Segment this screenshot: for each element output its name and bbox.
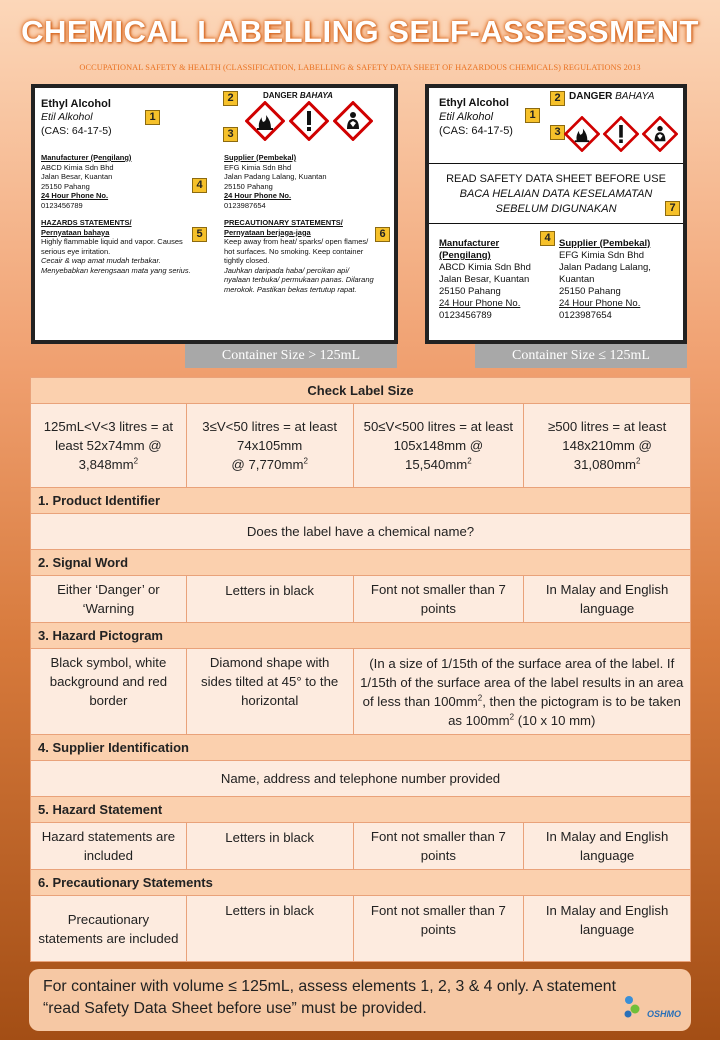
- criterion-cell: Letters in black: [186, 823, 353, 870]
- section-header-precautionary-statements: 6. Precautionary Statements: [31, 870, 691, 896]
- section-header-supplier-identification: 4. Supplier Identification: [31, 735, 691, 761]
- marker-3: 3: [550, 125, 565, 140]
- label-example-large: [31, 84, 398, 344]
- footer-text: For container with volume ≤ 125mL, assess elements 1, 2, 3 & 4 only. A statement “read Safety Data Sheet before use” must be provided.: [43, 978, 616, 1017]
- caption-small-container: Container Size ≤ 125mL: [475, 344, 687, 368]
- exclamation-pictogram-icon: [603, 116, 639, 152]
- manufacturer-block: Manufacturer (Pengilang) ABCD Kimia Sdn Bhd Jalan Besar, Kuantan 25150 Pahang 24 Hour Phone No. 0123456789: [439, 238, 531, 321]
- precautionary-statements-block: PRECAUTIONARY STATEMENTS/ Pernyataan berjaga-jaga Keep away from heat/ sparks/ open flames/ hot surfaces. No smoking. Keep container tightly closed. Jauhkan daripada haba/ percikan api/ nyalaan terbuka/ permukaan panas. Dilarang merokok. Pastikan bekas tertutup rapat.: [224, 218, 374, 294]
- marker-7: 7: [665, 201, 680, 216]
- product-name: Ethyl Alcohol: [439, 97, 509, 109]
- divider: [429, 163, 683, 164]
- pictogram-size-criterion: (In a size of 1/15th of the surface area of the label. If 1/15th of the surface area of the label results in an area of less than $100mm^2$, then the pictogram is to be taken as $100mm^2$ (10 x 10 mm): [353, 649, 690, 735]
- flame-pictogram-icon: [245, 101, 285, 141]
- criterion-cell: Font not smaller than 7 points: [353, 576, 524, 623]
- criterion-cell: Letters in black: [186, 576, 353, 623]
- signal-word: DANGER BAHAYA: [569, 91, 655, 102]
- oshmo-logo-icon: [623, 995, 681, 1025]
- exclamation-pictogram-icon: [289, 101, 329, 141]
- section-header-hazard-statement: 5. Hazard Statement: [31, 797, 691, 823]
- supplier-block: Supplier (Pembekal) EFG Kimia Sdn Bhd Jalan Padang Lalang, Kuantan 25150 Pahang 24 Hour Phone No. 0123987654: [224, 153, 327, 210]
- manufacturer-block: Manufacturer (Pengilang) ABCD Kimia Sdn Bhd Jalan Besar, Kuantan 25150 Pahang 24 Hour Phone No. 0123456789: [41, 153, 132, 210]
- marker-2: 2: [550, 91, 565, 106]
- criterion-cell: Letters in black: [186, 896, 353, 962]
- section-header-signal-word: 2. Signal Word: [31, 550, 691, 576]
- marker-2: 2: [223, 91, 238, 106]
- health-hazard-pictogram-icon: [333, 101, 373, 141]
- marker-6: 6: [375, 227, 390, 242]
- cas-number: (CAS: 64-17-5): [41, 125, 112, 137]
- product-name-malay: Etil Alkohol: [439, 111, 494, 123]
- table-row: [31, 823, 691, 870]
- page-title: CHEMICAL LABELLING SELF-ASSESSMENT: [21, 14, 699, 49]
- marker-1: 1: [525, 108, 540, 123]
- flame-pictogram-icon: [564, 116, 600, 152]
- size-cell: ≥500 litres = at least 148x210mm @ $31,080mm^2$: [524, 404, 691, 488]
- table-row: [31, 896, 691, 962]
- marker-4: 4: [192, 178, 207, 193]
- table-row: [31, 404, 691, 488]
- product-name: Ethyl Alcohol: [41, 98, 111, 110]
- cas-number: (CAS: 64-17-5): [439, 125, 513, 137]
- criterion-cell: In Malay and English language: [524, 576, 691, 623]
- assessment-table: [30, 377, 691, 962]
- caption-large-container: Container Size > 125mL: [185, 344, 397, 368]
- marker-3: 3: [223, 127, 238, 142]
- product-identifier-criterion: Does the label have a chemical name?: [31, 514, 691, 550]
- criterion-cell: Precautionary statements are included: [31, 896, 187, 962]
- divider: [429, 223, 683, 224]
- criterion-cell: Hazard statements are included: [31, 823, 187, 870]
- logo-text: OSHMO: [646, 1009, 681, 1019]
- product-name-malay: Etil Alkohol: [41, 111, 93, 123]
- criterion-cell: Diamond shape with sides tilted at 45° to the horizontal: [186, 649, 353, 735]
- check-label-size-header: Check Label Size: [31, 378, 691, 404]
- sds-statement: READ SAFETY DATA SHEET BEFORE USE BACA HELAIAN DATA KESELAMATAN SEBELUM DIGUNAKAN: [446, 173, 666, 215]
- criterion-cell: Font not smaller than 7 points: [353, 823, 524, 870]
- health-hazard-pictogram-icon: [642, 116, 678, 152]
- hazard-statements-block: HAZARDS STATEMENTS/ Pernyataan bahaya Highly flammable liquid and vapor. Causes serious eye irritation. Cecair & wap amat mudah terbakar. Menyebabkan kerengsaan mata yang serius.: [41, 218, 191, 275]
- section-header-product-identifier: 1. Product Identifier: [31, 488, 691, 514]
- page-subtitle: OCCUPATIONAL SAFETY & HEALTH (CLASSIFICATION, LABELLING & SAFETY DATA SHEET OF HAZARDOUS CHEMICALS) REGULATIONS 2013: [79, 63, 641, 72]
- table-row: [31, 649, 691, 735]
- supplier-block: Supplier (Pembekal) EFG Kimia Sdn Bhd Jalan Padang Lalang, Kuantan 25150 Pahang 24 Hour Phone No. 0123987654: [559, 238, 651, 321]
- size-cell: 125mL<V<3 litres = at least 52x74mm @ $3,848mm^2$: [31, 404, 187, 488]
- marker-5: 5: [192, 227, 207, 242]
- size-cell: 3≤V<50 litres = at least 74x105mm @ $7,770mm^2$: [186, 404, 353, 488]
- section-header-hazard-pictogram: 3. Hazard Pictogram: [31, 623, 691, 649]
- signal-word: DANGER BAHAYA: [263, 91, 333, 100]
- supplier-identification-criterion: Name, address and telephone number provided: [31, 761, 691, 797]
- marker-1: 1: [145, 110, 160, 125]
- marker-4: 4: [540, 231, 555, 246]
- criterion-cell: Black symbol, white background and red border: [31, 649, 187, 735]
- label-example-small: [425, 84, 687, 344]
- criterion-cell: In Malay and English language: [524, 896, 691, 962]
- table-row: [31, 576, 691, 623]
- size-cell: 50≤V<500 litres = at least 105x148mm @ $15,540mm^2$: [353, 404, 524, 488]
- criterion-cell: Either ‘Danger’ or ‘Warning: [31, 576, 187, 623]
- footer-note: [29, 969, 691, 1031]
- criterion-cell: In Malay and English language: [524, 823, 691, 870]
- criterion-cell: Font not smaller than 7 points: [353, 896, 524, 962]
